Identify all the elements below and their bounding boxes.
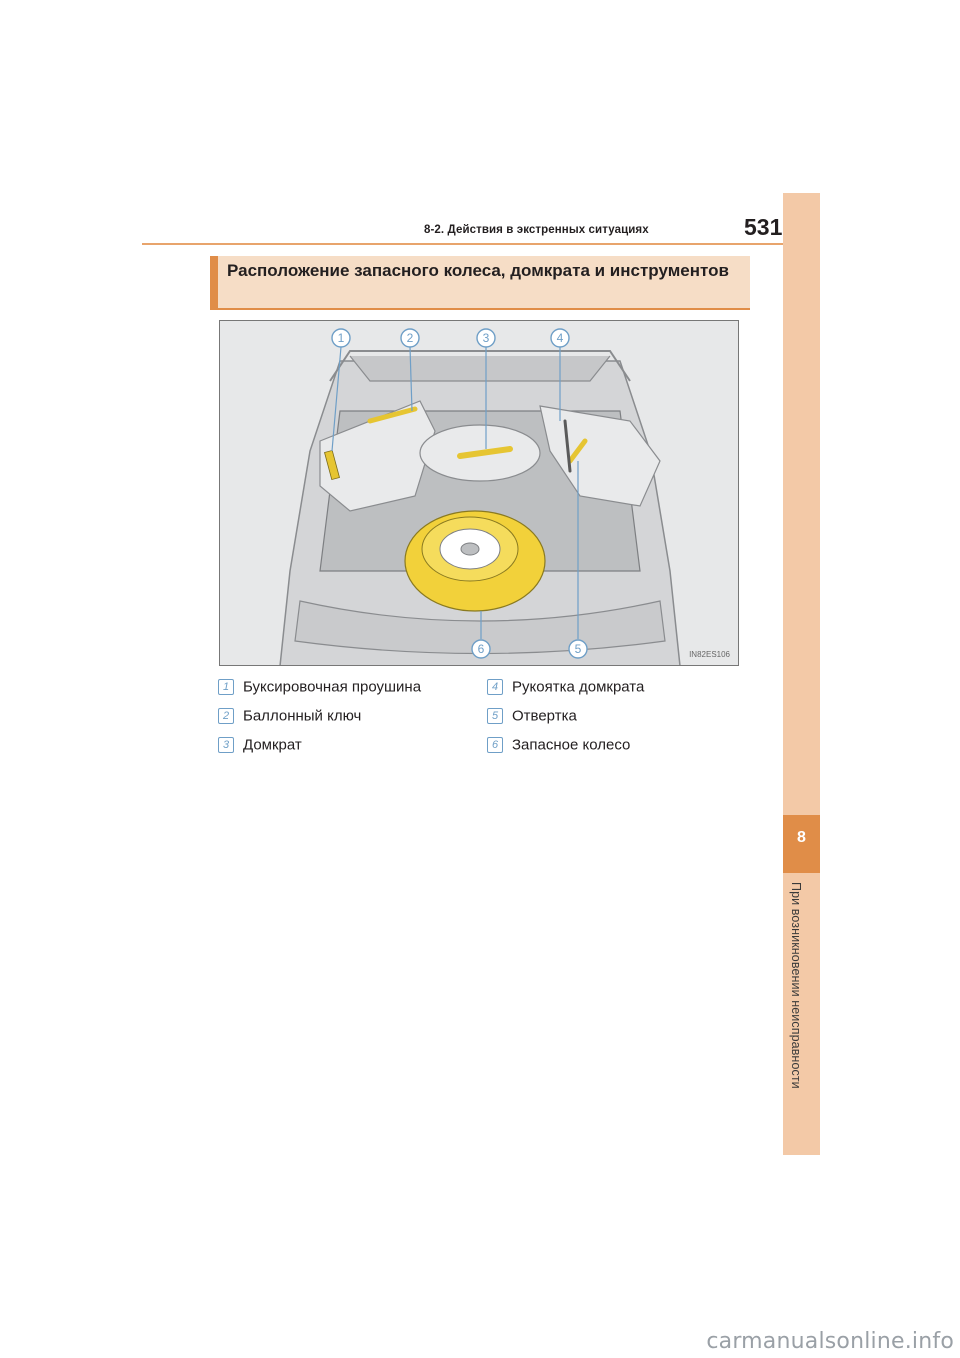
legend-item xyxy=(487,678,644,698)
callout-4: 4 xyxy=(556,331,564,345)
trunk-drawing xyxy=(220,321,738,665)
legend-label: Запасное колесо xyxy=(512,736,631,754)
callout-1: 1 xyxy=(337,331,345,345)
chapter-number: 8 xyxy=(797,829,806,846)
callout-2: 2 xyxy=(406,331,414,345)
page-number: 531 xyxy=(744,214,783,240)
watermark: carmanualsonline.info xyxy=(706,1329,954,1354)
callout-5: 5 xyxy=(574,642,582,656)
heading-text: Расположение запасного колеса, домкрата и инструментов xyxy=(227,261,729,280)
callout-3: 3 xyxy=(482,331,490,345)
legend-item xyxy=(218,736,302,756)
section-title: 8-2. Действия в экстренных ситуациях xyxy=(424,224,649,236)
legend-number: 4 xyxy=(487,679,503,695)
legend-label: Отвертка xyxy=(512,707,577,725)
figure-code: IN82ES106 xyxy=(689,650,730,659)
legend-item xyxy=(218,707,361,727)
legend-number: 6 xyxy=(487,737,503,753)
legend-label: Домкрат xyxy=(243,736,302,754)
chapter-title: При возникновении неисправности xyxy=(789,882,803,1089)
legend-number: 3 xyxy=(218,737,234,753)
trunk-illustration xyxy=(219,320,739,666)
legend-item xyxy=(487,736,630,756)
legend-label: Рукоятка домкрата xyxy=(512,678,645,696)
legend-number: 2 xyxy=(218,708,234,724)
legend-label: Баллонный ключ xyxy=(243,707,362,725)
legend-item xyxy=(487,707,577,727)
header-rule xyxy=(142,243,820,245)
legend-number: 1 xyxy=(218,679,234,695)
legend-item xyxy=(218,678,421,698)
heading-accent-bar xyxy=(210,256,218,308)
section-heading xyxy=(210,256,750,310)
legend-number: 5 xyxy=(487,708,503,724)
legend-label: Буксировочная проушина xyxy=(243,678,422,696)
callout-6: 6 xyxy=(477,642,485,656)
